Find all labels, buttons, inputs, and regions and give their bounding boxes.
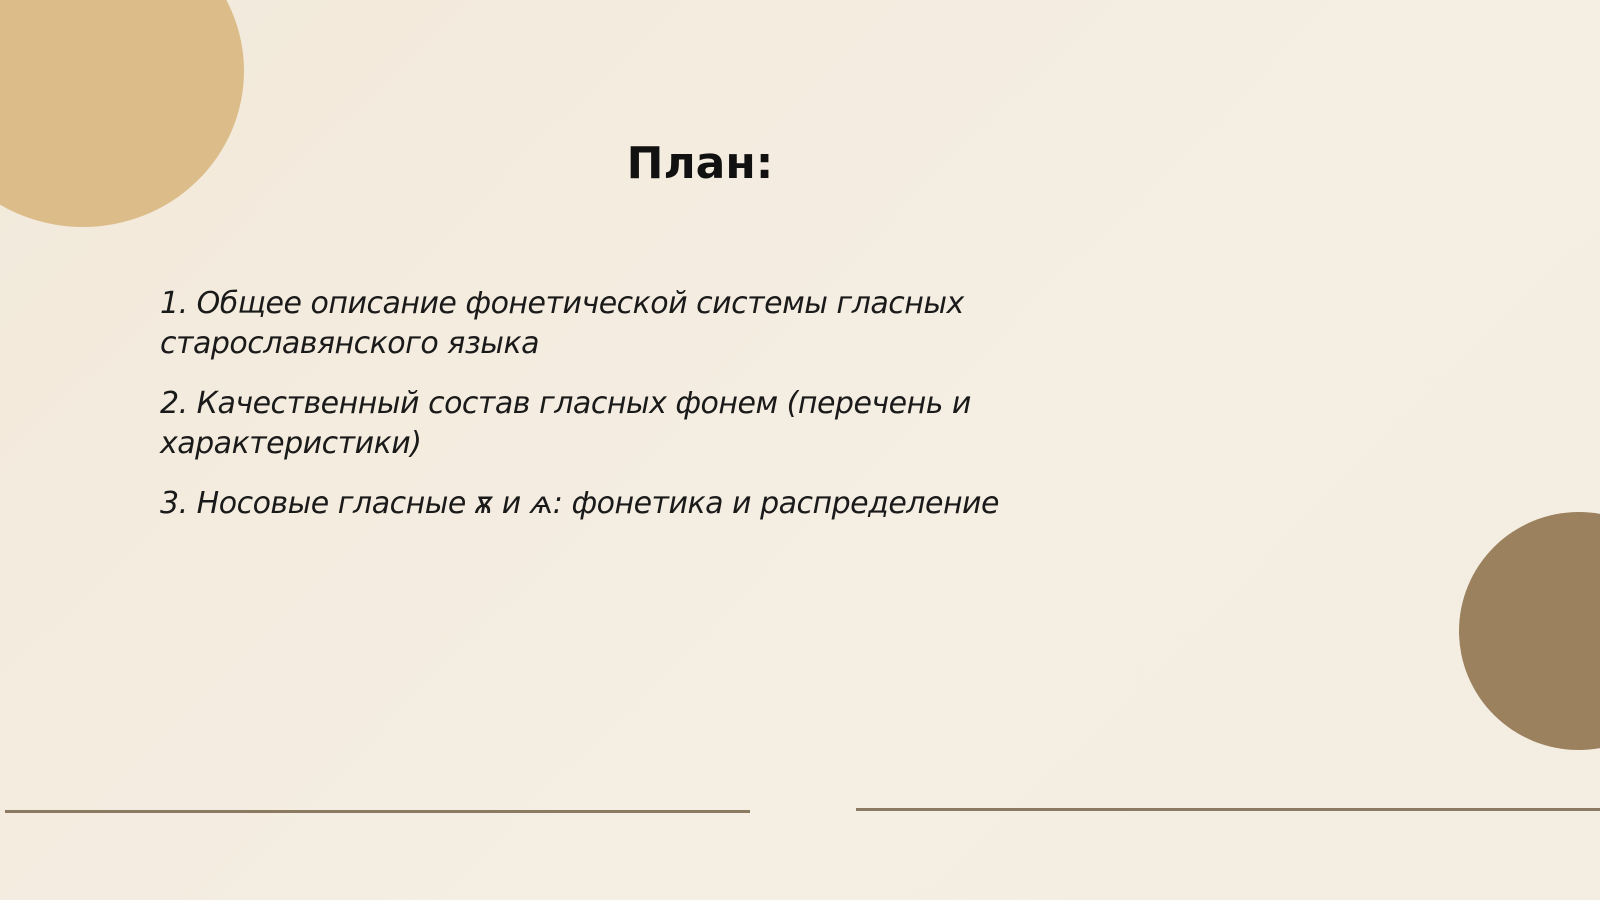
divider-line-right (856, 808, 1600, 811)
slide-title: План: (626, 138, 774, 189)
decorative-circle-right (1459, 512, 1600, 750)
decorative-circle-top-left (0, 0, 244, 227)
plan-list (160, 284, 1030, 544)
plan-item-3: 3. Носовые гласные ѫ и ѧ: фонетика и распределение (160, 486, 1000, 521)
plan-item-2: 2. Качественный состав гласных фонем (перечень и характеристики) (160, 386, 971, 461)
plan-item-1: 1. Общее описание фонетической системы гласных старославянского языка (160, 286, 964, 361)
divider-line-left (5, 810, 750, 813)
